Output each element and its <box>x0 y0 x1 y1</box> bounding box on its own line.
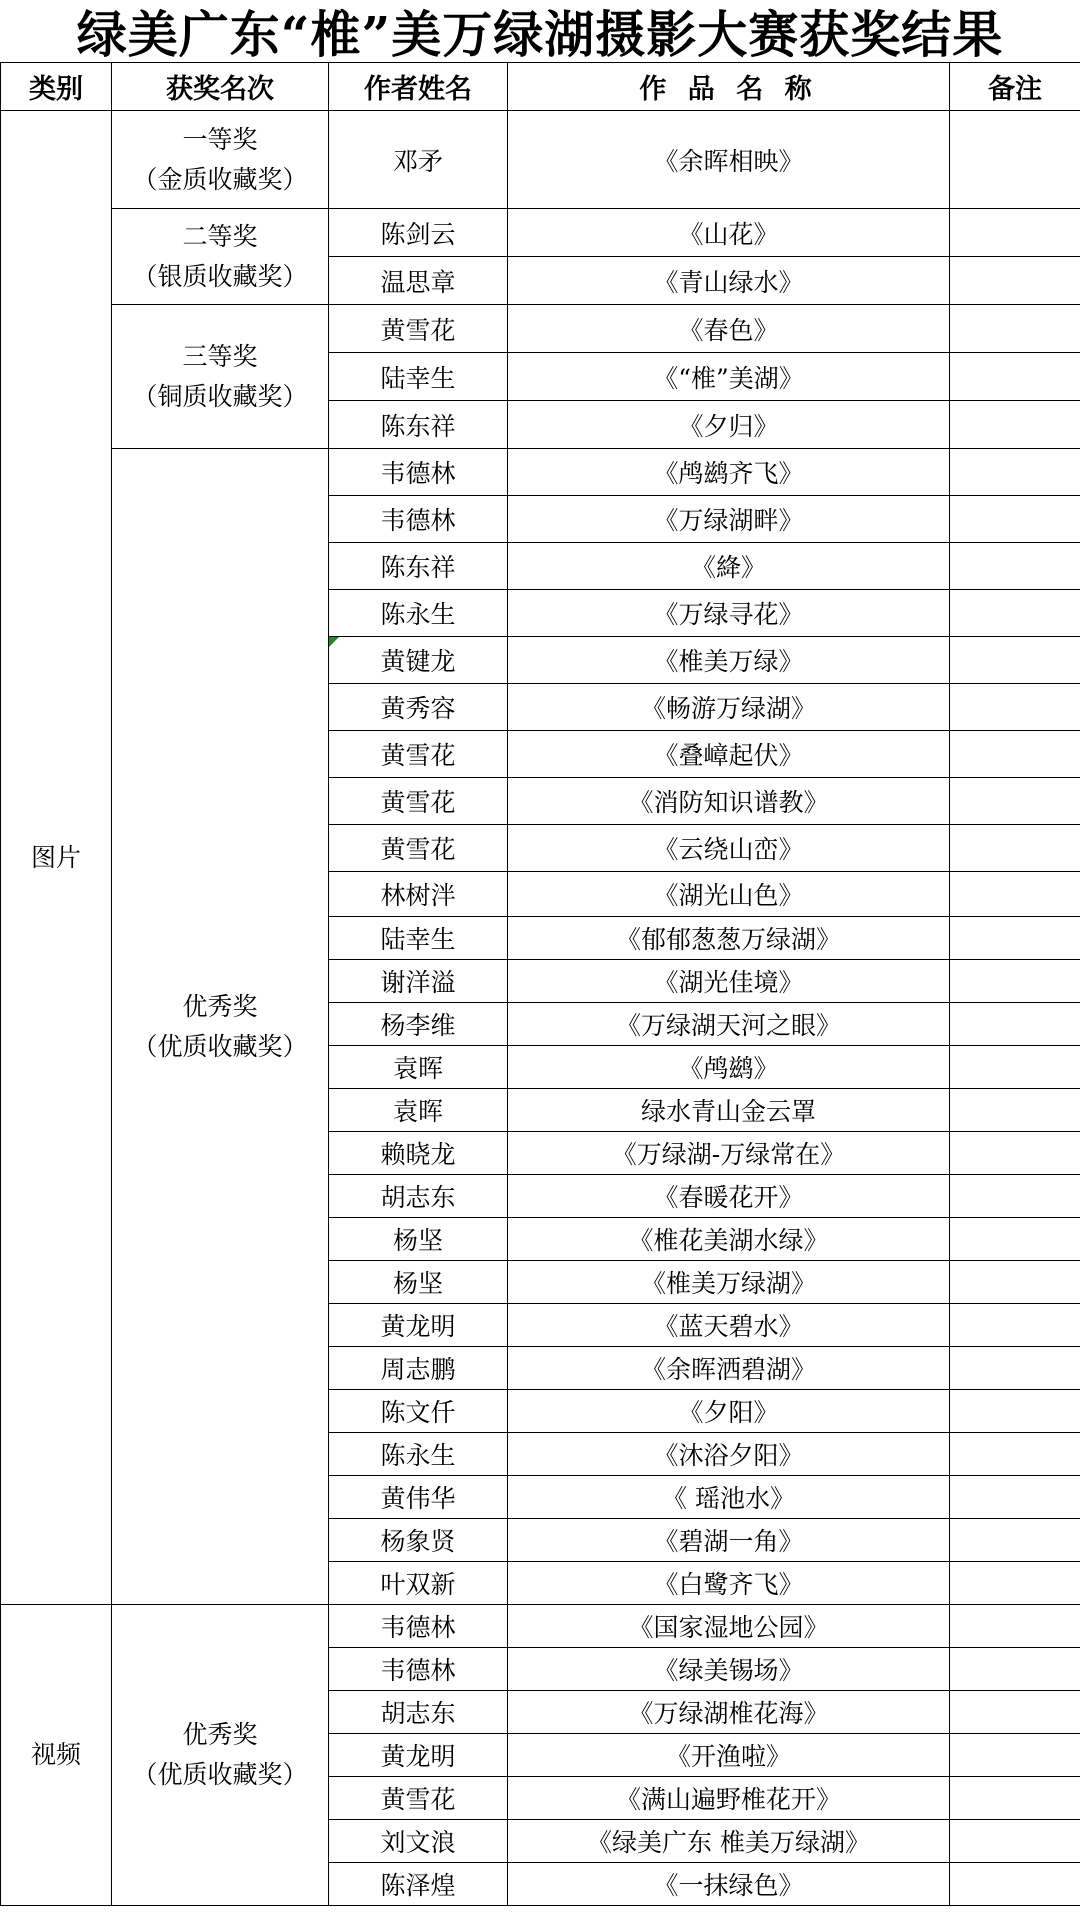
work-cell: 《夕归》 <box>508 401 950 449</box>
award-second-title: 二等奖 <box>182 221 258 251</box>
remark-cell <box>950 496 1080 543</box>
award-excellent-photo-title: 优秀奖 <box>182 991 258 1021</box>
remark-cell <box>950 1648 1080 1691</box>
work-cell: 《鸬鹚》 <box>508 1046 950 1089</box>
author-cell: 韦德林 <box>329 1605 508 1648</box>
author-cell: 黄雪花 <box>329 825 508 872</box>
author-cell: 黄龙明 <box>329 1304 508 1347</box>
remark-cell <box>950 1691 1080 1734</box>
table-row <box>1 111 1080 209</box>
work-cell: 《万绿湖畔》 <box>508 496 950 543</box>
author-cell: 黄雪花 <box>329 1777 508 1820</box>
author-cell: 陈东祥 <box>329 543 508 590</box>
header-category: 类别 <box>1 63 112 111</box>
work-cell: 《云绕山峦》 <box>508 825 950 872</box>
author-cell: 陈永生 <box>329 590 508 637</box>
work-cell: 绿水青山金云罩 <box>508 1089 950 1132</box>
remark-cell <box>950 1562 1080 1605</box>
author-cell: 黄龙明 <box>329 1734 508 1777</box>
header-remark: 备注 <box>950 63 1080 111</box>
work-cell: 《国家湿地公园》 <box>508 1605 950 1648</box>
author-cell: 黄雪花 <box>329 778 508 825</box>
author-cell: 杨坚 <box>329 1261 508 1304</box>
remark-cell <box>950 209 1080 257</box>
work-cell: 《叠嶂起伏》 <box>508 731 950 778</box>
author-cell: 陈泽煌 <box>329 1863 508 1906</box>
remark-cell <box>950 684 1080 731</box>
work-cell: 《满山遍野椎花开》 <box>508 1777 950 1820</box>
award-first-sub: （金质收藏奖） <box>132 164 308 194</box>
remark-cell <box>950 590 1080 637</box>
author-cell: 陈剑云 <box>329 209 508 257</box>
author-cell: 杨坚 <box>329 1218 508 1261</box>
remark-cell <box>950 1304 1080 1347</box>
author-cell: 黄秀容 <box>329 684 508 731</box>
author-cell: 黄雪花 <box>329 305 508 353</box>
remark-cell <box>950 1820 1080 1863</box>
header-work: 作 品 名 称 <box>508 63 950 111</box>
category-photo: 图片 <box>1 111 112 1605</box>
remark-cell <box>950 1777 1080 1820</box>
work-cell: 《万绿寻花》 <box>508 590 950 637</box>
work-cell: 《畅游万绿湖》 <box>508 684 950 731</box>
award-excellent-photo <box>112 449 329 1605</box>
remark-cell <box>950 1519 1080 1562</box>
author-cell: 陈东祥 <box>329 401 508 449</box>
remark-cell <box>950 731 1080 778</box>
remark-cell <box>950 257 1080 305</box>
author-cell: 陆幸生 <box>329 917 508 960</box>
remark-cell <box>950 825 1080 872</box>
work-cell: 《碧湖一角》 <box>508 1519 950 1562</box>
remark-cell <box>950 960 1080 1003</box>
work-cell: 《万绿湖天河之眼》 <box>508 1003 950 1046</box>
work-cell: 《“椎”美湖》 <box>508 353 950 401</box>
award-second-sub: （银质收藏奖） <box>132 261 308 291</box>
author-cell: 温思章 <box>329 257 508 305</box>
award-excellent-photo-sub: （优质收藏奖） <box>132 1031 308 1061</box>
author-cell: 杨象贤 <box>329 1519 508 1562</box>
award-third-sub: （铜质收藏奖） <box>132 381 308 411</box>
work-cell: 《春色》 <box>508 305 950 353</box>
work-cell: 《开渔啦》 <box>508 1734 950 1777</box>
work-cell: 《沐浴夕阳》 <box>508 1433 950 1476</box>
remark-cell <box>950 449 1080 496</box>
work-cell: 《消防知识谱教》 <box>508 778 950 825</box>
remark-cell <box>950 1089 1080 1132</box>
author-cell: 袁晖 <box>329 1046 508 1089</box>
author-cell: 韦德林 <box>329 1648 508 1691</box>
author-cell: 袁晖 <box>329 1089 508 1132</box>
table-row <box>1 209 1080 257</box>
author-cell: 韦德林 <box>329 449 508 496</box>
results-table <box>0 62 1080 1906</box>
work-cell: 《余晖洒碧湖》 <box>508 1347 950 1390</box>
work-cell: 《郁郁葱葱万绿湖》 <box>508 917 950 960</box>
work-cell: 《万绿湖椎花海》 <box>508 1691 950 1734</box>
header-award: 获奖名次 <box>112 63 329 111</box>
remark-cell <box>950 401 1080 449</box>
remark-cell <box>950 1734 1080 1777</box>
remark-cell <box>950 917 1080 960</box>
remark-cell <box>950 637 1080 684</box>
remark-cell <box>950 1390 1080 1433</box>
header-row <box>1 63 1080 111</box>
remark-cell <box>950 1046 1080 1089</box>
author-cell: 黄雪花 <box>329 731 508 778</box>
author-cell: 陆幸生 <box>329 353 508 401</box>
header-author: 作者姓名 <box>329 63 508 111</box>
author-cell: 刘文浪 <box>329 1820 508 1863</box>
table-row <box>1 305 1080 353</box>
remark-cell <box>950 1132 1080 1175</box>
remark-cell <box>950 1175 1080 1218</box>
table-body <box>1 111 1080 1906</box>
author-cell: 胡志东 <box>329 1175 508 1218</box>
work-cell: 《蓝天碧水》 <box>508 1304 950 1347</box>
author-cell: 黄键龙 <box>329 637 508 684</box>
award-third-title: 三等奖 <box>182 341 258 371</box>
award-excellent-video <box>112 1605 329 1906</box>
work-cell: 《夕阳》 <box>508 1390 950 1433</box>
award-third <box>112 305 329 449</box>
author-cell: 周志鹏 <box>329 1347 508 1390</box>
remark-cell <box>950 543 1080 590</box>
author-cell: 邓矛 <box>329 111 508 209</box>
remark-cell <box>950 305 1080 353</box>
work-cell: 《鸬鹚齐飞》 <box>508 449 950 496</box>
remark-cell <box>950 1261 1080 1304</box>
work-cell: 《万绿湖-万绿常在》 <box>508 1132 950 1175</box>
table-row <box>1 1605 1080 1648</box>
work-cell: 《一抹绿色》 <box>508 1863 950 1906</box>
work-cell: 《椎美万绿》 <box>508 637 950 684</box>
work-cell: 《绿美广东 椎美万绿湖》 <box>508 1820 950 1863</box>
remark-cell <box>950 111 1080 209</box>
award-excellent-video-title: 优秀奖 <box>182 1720 258 1749</box>
remark-cell <box>950 1347 1080 1390</box>
author-cell: 黄伟华 <box>329 1476 508 1519</box>
remark-cell <box>950 1476 1080 1519</box>
remark-cell <box>950 353 1080 401</box>
work-cell: 《绿美锡场》 <box>508 1648 950 1691</box>
remark-cell <box>950 1605 1080 1648</box>
work-cell: 《余晖相映》 <box>508 111 950 209</box>
award-first <box>112 111 329 209</box>
remark-cell <box>950 778 1080 825</box>
award-excellent-video-sub: （优质收藏奖） <box>132 1760 308 1789</box>
work-cell: 《山花》 <box>508 209 950 257</box>
work-cell: 《絳》 <box>508 543 950 590</box>
remark-cell <box>950 872 1080 917</box>
work-cell: 《青山绿水》 <box>508 257 950 305</box>
work-cell: 《 瑶池水》 <box>508 1476 950 1519</box>
award-second <box>112 209 329 305</box>
work-cell: 《春暖花开》 <box>508 1175 950 1218</box>
work-cell: 《白鹭齐飞》 <box>508 1562 950 1605</box>
table-row <box>1 449 1080 496</box>
work-cell: 《椎花美湖水绿》 <box>508 1218 950 1261</box>
author-cell: 陈永生 <box>329 1433 508 1476</box>
work-cell: 《椎美万绿湖》 <box>508 1261 950 1304</box>
author-cell: 叶双新 <box>329 1562 508 1605</box>
author-cell: 赖晓龙 <box>329 1132 508 1175</box>
remark-cell <box>950 1433 1080 1476</box>
author-cell: 谢洋溢 <box>329 960 508 1003</box>
author-cell: 林树泮 <box>329 872 508 917</box>
author-cell: 韦德林 <box>329 496 508 543</box>
category-video: 视频 <box>1 1605 112 1906</box>
work-cell: 《湖光山色》 <box>508 872 950 917</box>
remark-cell <box>950 1003 1080 1046</box>
remark-cell <box>950 1218 1080 1261</box>
award-first-title: 一等奖 <box>182 124 258 154</box>
work-cell: 《湖光佳境》 <box>508 960 950 1003</box>
author-cell: 胡志东 <box>329 1691 508 1734</box>
page-title: 绿美广东“椎”美万绿湖摄影大赛获奖结果 <box>76 5 1004 64</box>
author-cell: 杨李维 <box>329 1003 508 1046</box>
author-cell: 陈文仟 <box>329 1390 508 1433</box>
remark-cell <box>950 1863 1080 1906</box>
